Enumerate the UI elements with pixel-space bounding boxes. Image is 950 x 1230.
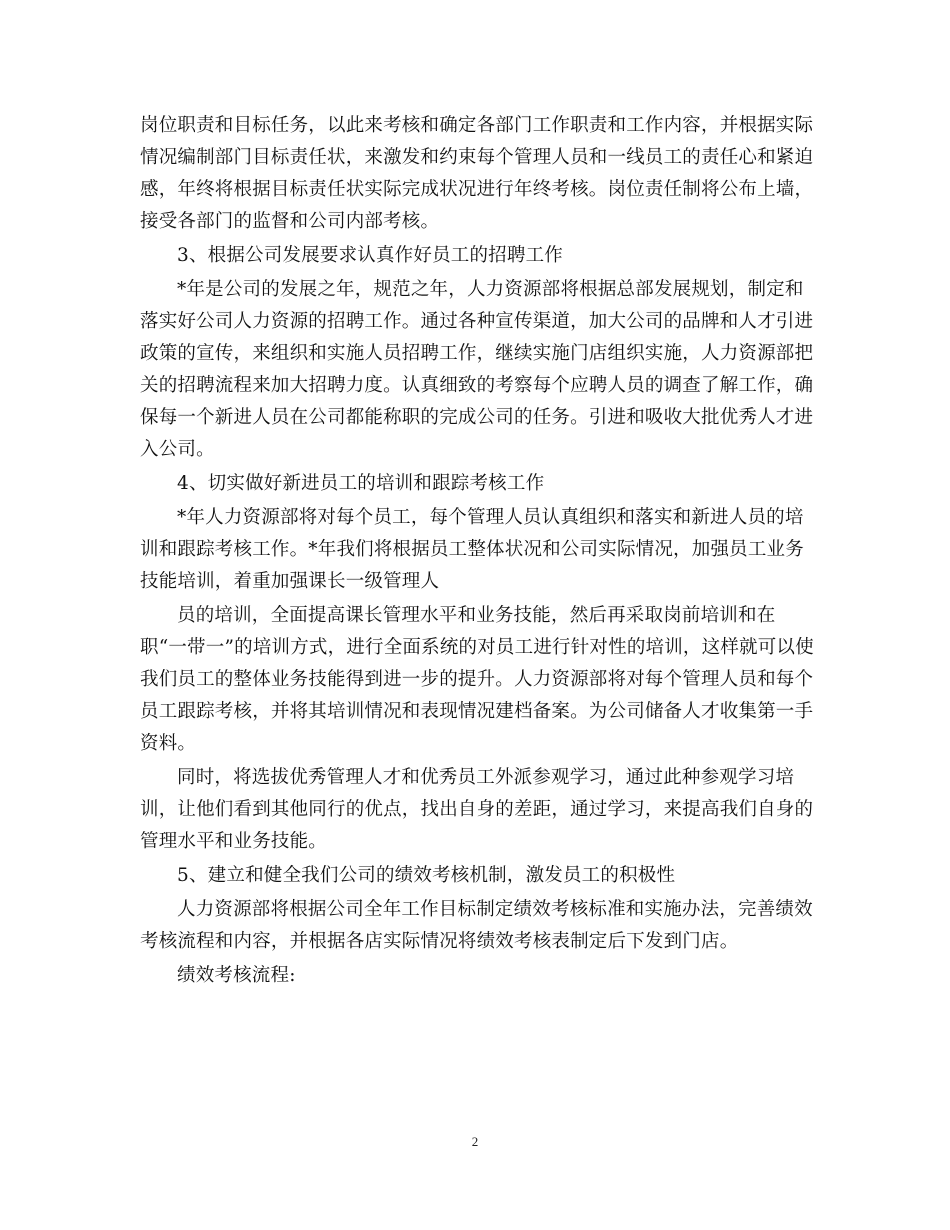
paragraph-line: 资料。 xyxy=(140,733,197,754)
paragraph-line: 绩效考核流程: xyxy=(177,965,296,986)
paragraph-line: 岗位职责和目标任务，以此来考核和确定各部门工作职责和工作内容，并根据实际 xyxy=(140,115,814,136)
paragraph-line: *年是公司的发展之年，规范之年，人力资源部将根据总部发展规划，制定和 xyxy=(177,279,804,300)
paragraph-line: 落实好公司人力资源的招聘工作。通过各种宣传渠道，加大公司的品牌和人才引进 xyxy=(140,311,814,332)
paragraph-line: 入公司。 xyxy=(140,439,215,460)
paragraph-line: 职“一带一”的培训方式，进行全面系统的对员工进行针对性的培训，这样就可以使 xyxy=(140,637,814,658)
paragraph-line: 管理水平和业务技能。 xyxy=(140,831,328,852)
paragraph-line: 我们员工的整体业务技能得到进一步的提升。人力资源部将对每个管理人员和每个 xyxy=(140,669,814,690)
paragraph-line: 关的招聘流程来加大招聘力度。认真细致的考察每个应聘人员的调查了解工作，确 xyxy=(140,375,814,396)
paragraph-line: 感，年终将根据目标责任状实际完成状况进行年终考核。岗位责任制将公布上墙， xyxy=(140,179,814,200)
paragraph-line: 训，让他们看到其他同行的优点，找出自身的差距，通过学习，来提高我们自身的 xyxy=(140,799,814,820)
paragraph-line: 训和跟踪考核工作。*年我们将根据员工整体状况和公司实际情况，加强员工业务 xyxy=(140,539,804,560)
paragraph-line: 员的培训，全面提高课长管理水平和业务技能，然后再采取岗前培训和在 xyxy=(177,605,776,626)
paragraph-line: 情况编制部门目标责任状，来激发和约束每个管理人员和一线员工的责任心和紧迫 xyxy=(140,147,814,168)
paragraph-line: 技能培训，着重加强课长一级管理人 xyxy=(140,571,440,592)
paragraph-line: 考核流程和内容，并根据各店实际情况将绩效考核表制定后下发到门店。 xyxy=(140,931,739,952)
paragraph-line: 保每一个新进人员在公司都能称职的完成公司的任务。引进和吸收大批优秀人才进 xyxy=(140,407,814,428)
paragraph-line: *年人力资源部将对每个员工，每个管理人员认真组织和落实和新进人员的培 xyxy=(177,507,804,528)
section-heading: 5、建立和健全我们公司的绩效考核机制，激发员工的积极性 xyxy=(177,865,676,886)
page-number: 2 xyxy=(471,1134,479,1149)
paragraph-line: 接受各部门的监督和公司内部考核。 xyxy=(140,211,440,232)
paragraph-line: 同时，将选拔优秀管理人才和优秀员工外派参观学习，通过此种参观学习培 xyxy=(177,767,795,788)
section-heading: 4、切实做好新进员工的培训和跟踪考核工作 xyxy=(177,473,545,494)
paragraph-line: 人力资源部将根据公司全年工作目标制定绩效考核标准和实施办法，完善绩效 xyxy=(177,899,813,920)
section-heading: 3、根据公司发展要求认真作好员工的招聘工作 xyxy=(177,245,563,266)
paragraph-line: 政策的宣传，来组织和实施人员招聘工作，继续实施门店组织实施，人力资源部把 xyxy=(140,343,814,364)
paragraph-line: 员工跟踪考核，并将其培训情况和表现情况建档备案。为公司储备人才收集第一手 xyxy=(140,701,814,722)
document-body xyxy=(140,110,820,992)
